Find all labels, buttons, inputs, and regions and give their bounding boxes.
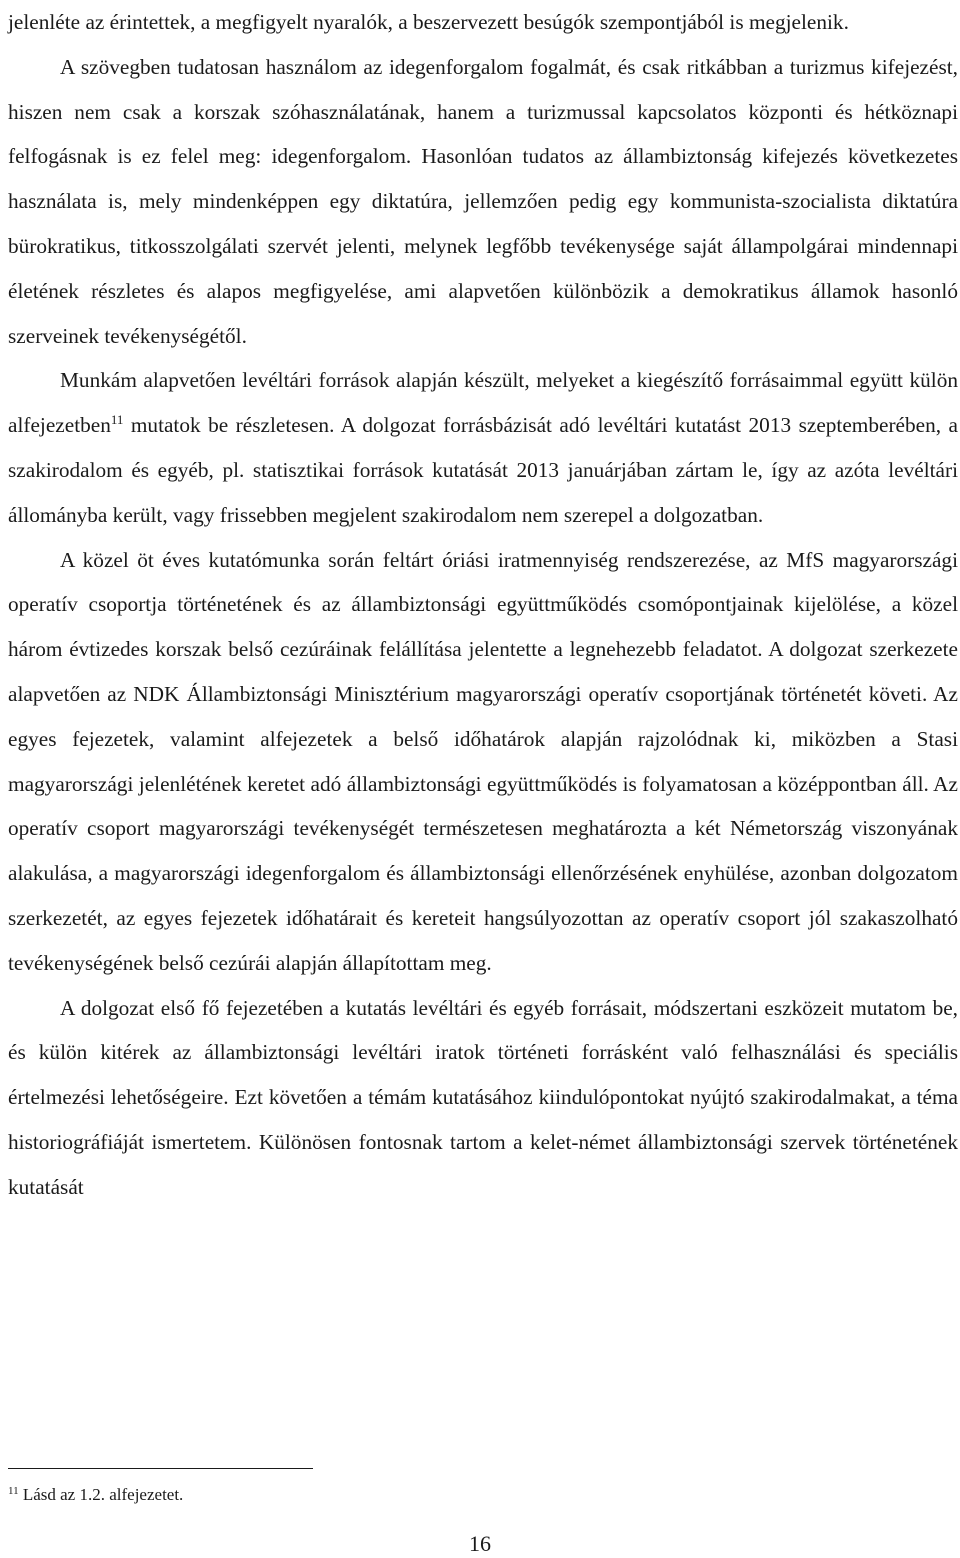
paragraph-chapters: A dolgozat első fő fejezetében a kutatás levéltári és egyéb forrásait, módszertani eszközeit mutatom be, és külön kitérek az állambiztonsági levéltári iratok történeti forrásként való felhasználási és speciális értelmezési lehetőségeire. Ezt követően a témám kutatásához kiindulópontokat nyújtó szakirodalmakat, a téma historiográfiáját ismertetem. Különösen fontosnak tartom a kelet-német állambiztonsági szervek történetének kutatását [8, 995, 958, 1199]
footnote-text: Lásd az 1.2. alfejezetet. [18, 1485, 184, 1504]
footnote [8, 1483, 908, 1507]
paragraph-sources [8, 358, 958, 537]
footnote-reference[interactable]: 11 [110, 412, 124, 428]
paragraph-structure: A közel öt éves kutatómunka során feltárt óriási iratmennyiség rendszerezése, az MfS magyarországi operatív csoportja történetének és az állambiztonsági együttműködés csomópontjainak kijelölése, a közel három évtizedes korszak belső cezúráinak felállítása jelentette a legnehezebb feladatot. A dolgozat szerkezete alapvetően az NDK Állambiztonsági Minisztérium magyarországi operatív csoportjának történetét követi. Az egyes fejezetek, valamint alfejezetek a belső időhatárok alapján rajzolódnak ki, miközben a Stasi magyarországi jelenlétének keretet adó állambiztonsági együttműködés is folyamatosan a középpontban áll. Az operatív csoport magyarországi tevékenységét természetesen meghatározta a két Németország viszonyának alakulása, a magyarországi idegenforgalom és állambiztonsági ellenőrzésének enyhülése, azonban dolgozatom szerkezetét, az egyes fejezetek időhatárait és kereteit hangsúlyozottan az operatív csoport jól szakaszolható tevékenységének belső cezúrái alapján állapítottam meg. [8, 547, 958, 975]
paragraph-terminology: A szövegben tudatosan használom az idegenforgalom fogalmát, és csak ritkábban a turizmus kifejezést, hiszen nem csak a korszak szóhasználatának, hanem a turizmussal kapcsolatos központi és hétköznapi felfogásnak is ez felel meg: idegenforgalom. Hasonlóan tudatos az állambiztonság kifejezés következetes használata is, mely mindenképpen egy diktatúra, jellemzően pedig egy kommunista-szocialista diktatúra bürokratikus, titkosszolgálati szervét jelenti, melynek legfőbb tevékenysége saját állampolgárai mindennapi életének részletes és alapos megfigyelése, ami alapvetően különbözik a demokratikus államok hasonló szerveinek tevékenységétől. [8, 54, 958, 348]
paragraph-sources-text-after: mutatok be részletesen. A dolgozat forrásbázisát adó levéltári kutatást 2013 szeptemberében, a szakirodalom és egyéb, pl. statisztikai források kutatását 2013 januárjában zártam le, így az azóta levéltári állományba került, vagy frissebben megjelent szakirodalom nem szerepel a dolgozatban. [8, 413, 958, 527]
paragraph-sources-text-before: Munkám alapvetően levéltári források alapján készült, melyeket a kiegészítő forrásaimmal együtt külön alfejezetben [8, 368, 958, 438]
page-number: 16 [469, 1531, 491, 1556]
footnote-number: 11 [8, 1485, 19, 1497]
footnote-separator [8, 1468, 313, 1469]
paragraph-continuation: jelenléte az érintettek, a megfigyelt nyaralók, a beszervezett besúgók szempontjából is megjelenik. [8, 10, 849, 34]
document-body [8, 0, 958, 1210]
